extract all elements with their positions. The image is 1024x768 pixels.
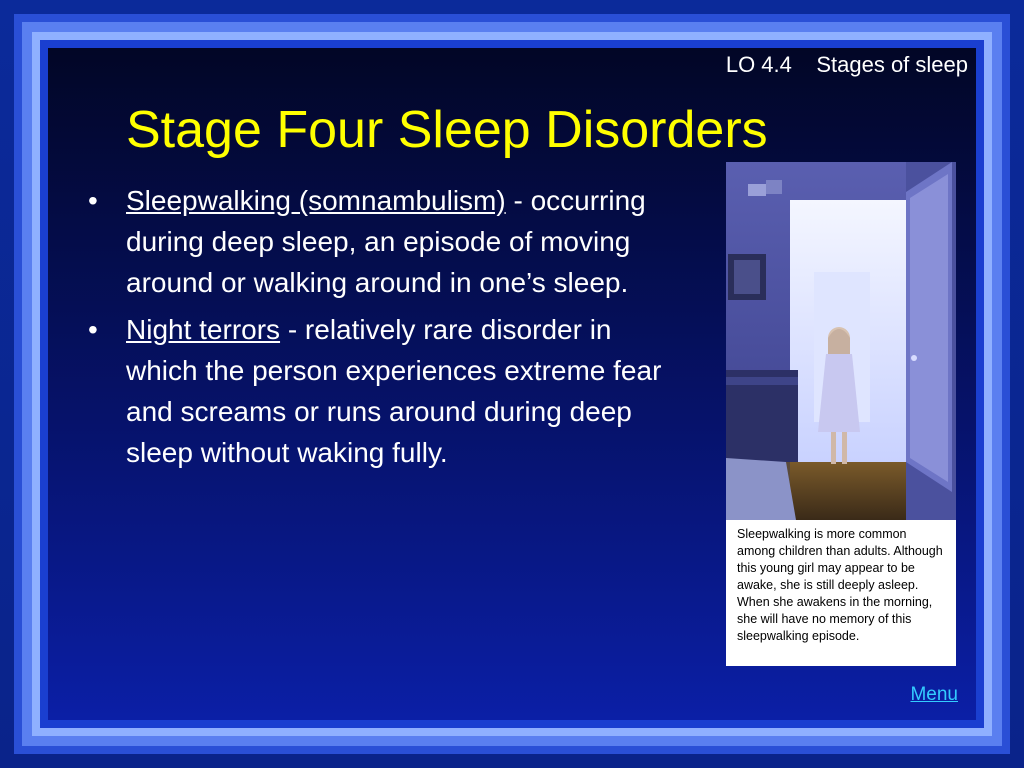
learning-objective-label: LO 4.4 Stages of sleep bbox=[725, 52, 968, 77]
slide-panel bbox=[48, 48, 976, 720]
menu-link[interactable]: Menu bbox=[910, 684, 958, 705]
slide-title: Stage Four Sleep Disorders bbox=[126, 101, 768, 159]
term-sleepwalking: Sleepwalking (somnambulism) bbox=[126, 185, 506, 216]
bullet-list bbox=[84, 180, 688, 479]
bullet-dot: • bbox=[88, 185, 98, 216]
bullet-item-sleepwalking bbox=[84, 180, 688, 303]
bullet-dot: • bbox=[88, 314, 98, 345]
definition-night-terrors: - relatively rare disorder in which the person experiences extreme fear and screams or runs around during deep sleep without waking fully. bbox=[126, 314, 662, 468]
term-night-terrors: Night terrors bbox=[126, 314, 281, 345]
bullet-item-night-terrors bbox=[84, 309, 688, 473]
photo-illustration bbox=[726, 162, 956, 520]
definition-sleepwalking: - occurring during deep sleep, an episode of moving around or walking around in one’s sleep. bbox=[126, 185, 646, 298]
photo-caption: Sleepwalking is more common among children than adults. Although this young girl may appear to be awake, she is still deeply asleep. When she awakens in the morning, she will have no memory of this sleepwalking episode. bbox=[726, 520, 956, 666]
sleepwalking-photo bbox=[726, 162, 956, 520]
